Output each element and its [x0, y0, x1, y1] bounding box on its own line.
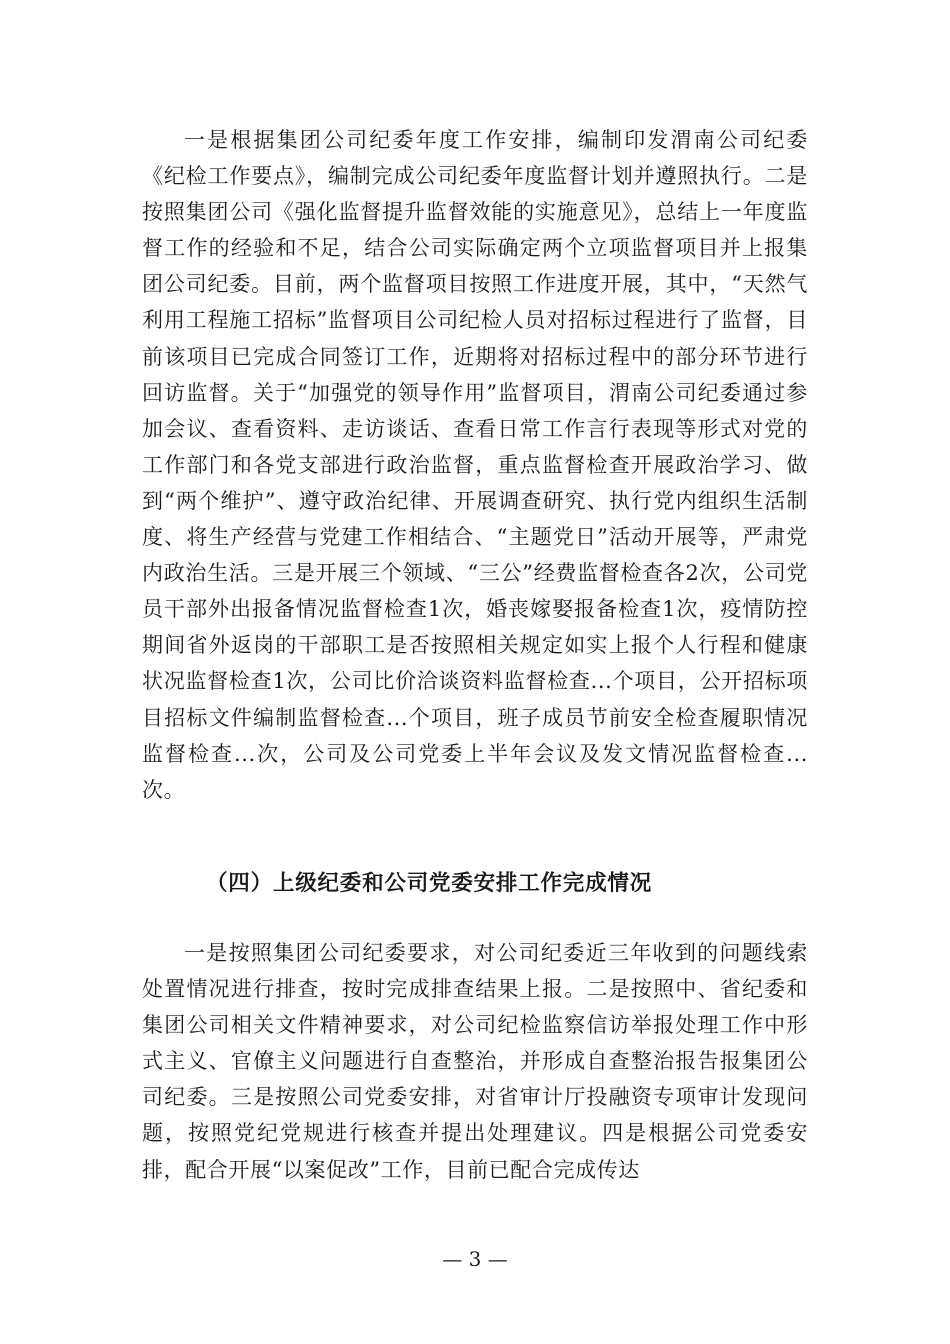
body-paragraph: 一是按照集团公司纪委要求，对公司纪委近三年收到的问题线索处置情况进行排查，按时完成排查结果上报。二是按照中、省纪委和集团公司相关文件精神要求，对公司纪检监察信访举报处理工作中形式主义、官僚主义问题进行自查整治，并形成自查整治报告报集团公司纪委。三是按照公司党委安排，对省审计厅投融资专项审计发现问题，按照党纪党规进行核查并提出处理建议。四是根据公司党委安排，配合开展“以案促改”工作，目前已配合完成传达 [142, 941, 808, 1182]
body-paragraph: 一是根据集团公司纪委年度工作安排，编制印发渭南公司纪委《纪检工作要点》，编制完成公司纪委年度监督计划并遵照执行。二是按照集团公司《强化监督提升监督效能的实施意见》，总结上一年度监督工作的经验和不足，结合公司实际确定两个立项监督项目并上报集团公司纪委。目前，两个监督项目按照工作进度开展，其中，“天然气利用工程施工招标”监督项目公司纪检人员对招标过程进行了监督，目前该项目已完成合同签订工作，近期将对招标过程中的部分环节进行回访监督。关于“加强党的领导作用”监督项目，渭南公司纪委通过参加会议、查看资料、走访谈话、查看日常工作言行表现等形式对党的工作部门和各党支部进行政治监督，重点监督检查开展政治学习、做到“两个维护”、遵守政治纪律、开展调查研究、执行党内组织生活制度、将生产经营与党建工作相结合、“主题党日”活动开展等，严肃党内政治生活。三是开展三个领域、“三公”经费监督检查各2次，公司党员干部外出报备情况监督检查1次，婚丧嫁娶报备检查1次，疫情防控期间省外返岗的干部职工是否按照相关规定如实上报个人行程和健康状况监督检查1次，公司比价洽谈资料监督检查...个项目，公开招标项目招标文件编制监督检查...个项目，班子成员节前安全检查履职情况监督检查...次，公司及公司党委上半年会议及发文情况监督检查...次。 [142, 128, 808, 802]
section-heading: （四）上级纪委和公司党委安排工作完成情况 [206, 871, 653, 896]
page-number: — 3 — [442, 1247, 508, 1271]
